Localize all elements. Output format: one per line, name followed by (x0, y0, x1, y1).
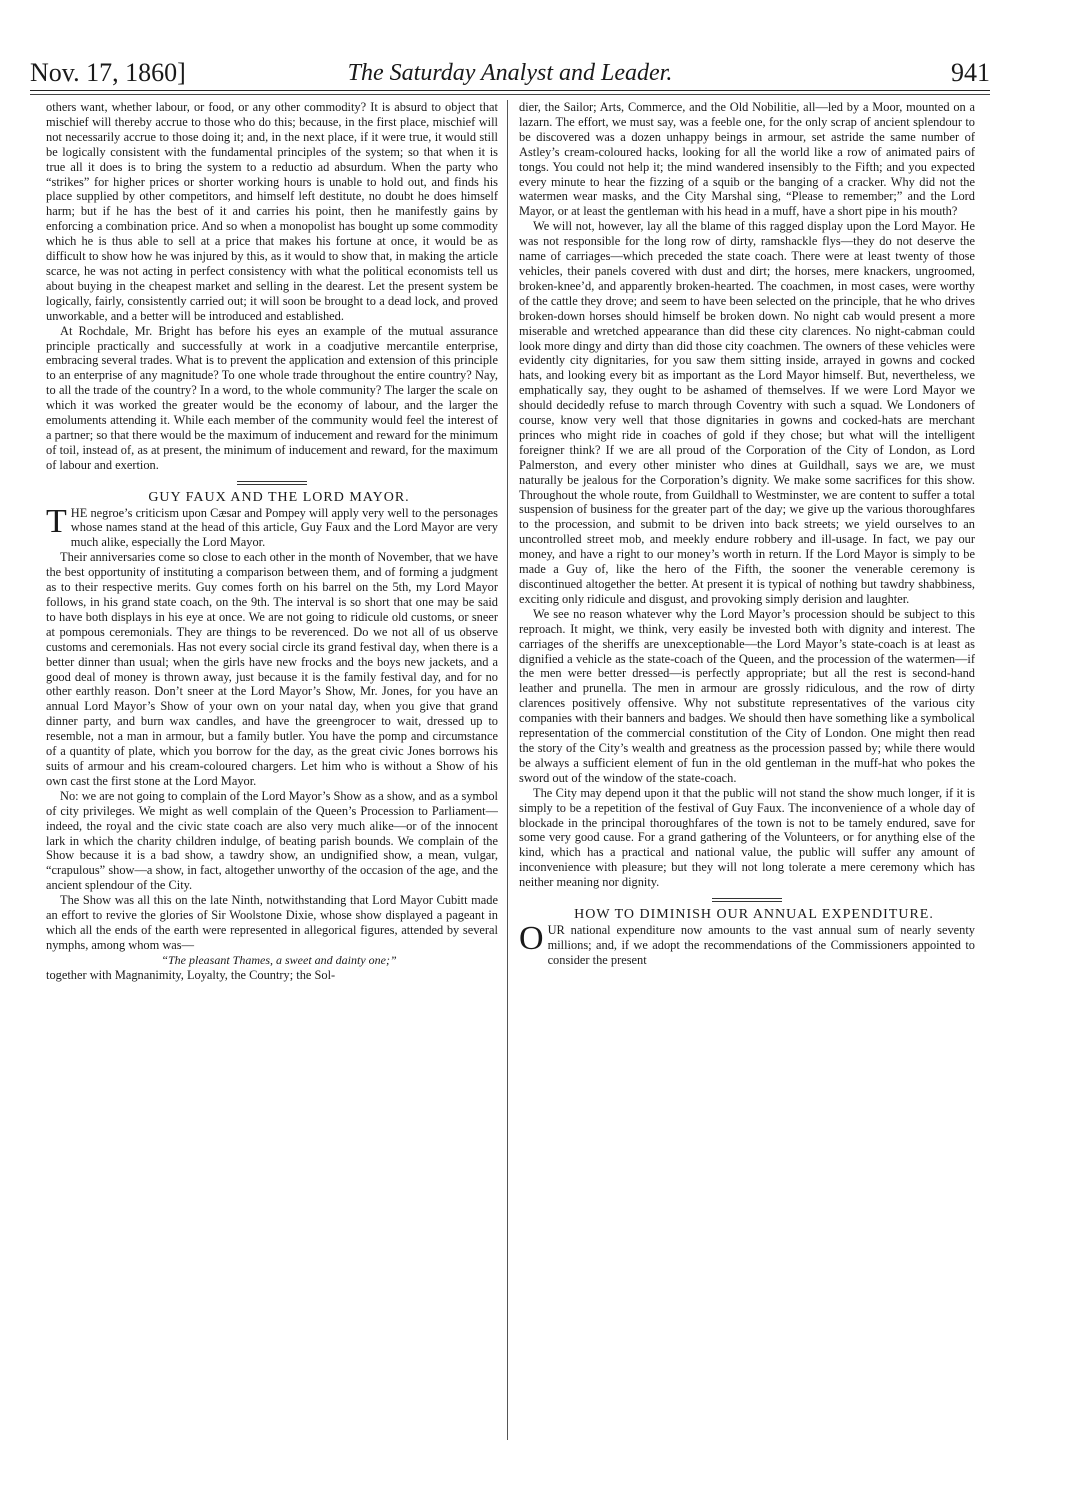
right-paragraph-3: We see no reason whatever why the Lord Mayor’s procession should be subject to this reproach. It might, we think, very easily be invested both with dignity and interest. The carriages of the sheriffs are unexceptionable—the Lord Mayor’s state-coach is at least as dignified a vehicle as the state-coach of the Queen, and the procession of the watermen—if the men were better dressed—is perfectly appropriate; but all the rest is second-hand leather and prunella. The men in armour are grossly ridiculous, and the row of dirty clarences positively offensive. Why not substitute representatives of the various city companies with their banners and badges. We should then have something like a symbolical representation of the commercial constitution of the City of London. One might then read the story of the City’s wealth and greatness as the procession passed by; while there would be always a sufficient element of fun in the old gentleman in the muff-hat who pokes the sword out of the window of the state-coach. (519, 606, 975, 785)
header-rule (30, 94, 990, 95)
right-paragraph-4: The City may depend upon it that the public will not stand the show much longer, if it is simply to be a repetition of the festival of Guy Faux. The inconvenience of a whole day of blockade in the principal thoroughfares of the town is not to be tamely endured, save for some very good cause. For a grand gathering of the Volunteers, or for anything else of the kind, which has a practical and national value, the public will suffer any amount of inconvenience with pleasure; but they will not long tolerate a mere ceremony which has neither meaning nor dignity. (519, 785, 975, 890)
right-paragraph-2: We will not, however, lay all the blame of this ragged display upon the Lord Mayor. He was not responsible for the long row of dirty, ramshackle flys—they do not deserve the name of carriages—which preceded the state coach. There were at least twenty of those vehicles, their panels covered with dust and dirt; the horses, mere knackers, ungroomed, broken-knee’d, and apparently broken-hearted. The coachmen, in most cases, were worthy of the cattle they drove; and seem to have been selected on the principle, that he who drives broken-down horses should himself be broken down. No night cab would present a more miserable and wretched appearance than did these city clarences. No night-cabman could look more dingy and dirty than did those city coachmen. The owners of these vehicles were evidently city dignitaries, for you saw them sitting inside, arrayed in gowns and cocked hats, and looking every bit as important as the Lord Mayor himself. But, nevertheless, we emphatically say, they ought to be ashamed of themselves. If we were Lord Mayor we should decidedly refuse to march through Coventry with such a squad. We Londoners of course, know very well that those dignitaries in gowns and cocked-hats are merchant princes who might ride in coaches of gold if they chose; but what will the intelligent foreigner think? If we are all proud of the Corporation of the City of London, as Lord Palmerston, and every other minister who dines at Guildhall, says we are, we must naturally be jealous for the Corporation’s dignity. We make some sacrifices for this show. Throughout the whole route, from Guildhall to Westminster, we are content to suffer a total suspension of business for the greater part of the day; we give up the various thoroughfares to the procession, and submit to be driven into back streets; we yield ourselves to an uncontrolled street mob, and meekly endure robbery and ill-usage. In fact, we pay our money, and have a right to our money’s worth in return. If the Lord Mayor is simply to be made a Guy of, like the hero of the Fifth, the sooner the venerable ceremony is discontinued altogether the better. At present it is typical of nothing but tawdry shabbiness, exciting only ridicule and disgust, and provoking simply derision and laughter. (519, 219, 975, 606)
publication-title: The Saturday Analyst and Leader. (347, 60, 673, 86)
column-divider (507, 100, 508, 1440)
left-column (46, 100, 498, 1485)
left-paragraph-3-text: HE negroe’s criticism upon Cæsar and Pompey will apply very well to the personages whose names stand at the head of this article, Guy Faux and the Lord Mayor are very much alike, especially the Lord Mayor. (70, 505, 498, 550)
left-paragraph-2: At Rochdale, Mr. Bright has before his eyes an example of the mutual assurance principle practically and successfully at work in a coadjutive mercantile enterprise, embracing several trades. What is to prevent the application and extension of this principle to an enterprise of any magnitude? To one whole trade throughout the entire country? Nay, to all the trade of the country? In a word, to the whole community? The larger the scale on which it was worked the greater would be the economy of labour, and the larger the emoluments attending it. While each member of the community would feel the interest of a partner; so that there would be the maximum of inducement and reward for the minimum of toil, instead of, as at present, the minimum of inducement and reward, for the maximum of labour and exertion. (46, 323, 498, 472)
issue-date: Nov. 17, 1860] (30, 58, 186, 87)
left-paragraph-3 (46, 502, 498, 551)
page-header (30, 50, 990, 91)
drop-cap-o: O (519, 919, 544, 957)
section-divider (237, 481, 307, 485)
right-paragraph-1: dier, the Sailor; Arts, Commerce, and the Old Nobilitie, all—led by a Moor, mounted on a lazarn. The effort, we must say, was a feeble one, for the only scrap of ancient splendour to be discovered was a dozen unhappy beings in armour, set astride the same number of Astley’s cream-coloured hacks, looking for all the world like a row of animated pairs of tongs. You could not help it; the mind wandered insensibly to the Fifth; and you expected every minute to hear the fizzing of a squib or the banging of a cracker. Why did not the watermen wear masks, and the City Marshal sing, “Please to remember;” and the Lord Mayor, or at least the gentleman with his head in a muff, have a short pipe in his mouth? (519, 100, 975, 219)
left-paragraph-6: The Show was all this on the late Ninth, notwithstanding that Lord Mayor Cubitt made an effort to revive the glories of Sir Woolstone Dixie, whose show displayed a pageant in which all the ends of the earth were represented in allegorical figures, attended by several nymphs, among whom was— (46, 893, 498, 952)
page-number: 941 (951, 58, 990, 87)
right-column (519, 100, 975, 1485)
left-paragraph-1: others want, whether labour, or food, or any other commodity? It is absurd to object that mischief will thereby accrue to those who do this; because, in the first place, mischief will not necessarily accrue to those doing it; and, in the next place, if it were true, it would still be logically consistent with the fundamental principles of the system; so that when it is true all it does is to bring the system to a reductio ad absurdum. When the party who “strikes” for higher prices or shorter working hours is unable to hold out, and finds his place supplied by other competitors, and himself left destitute, no doubt he does himself harm; but if he has the best of it and carries his point, then he manifestly gains by enforcing a combination price. And so when a monopolist has bought up some commodity which he is thus able to sell at a price that makes his fortune at once, it would be as difficult to show how he was injured by this, as it would to show that, in making the article scarce, he was not acting in perfect consistency with what the political economists tell us about buying in the cheapest market and selling in the dearest. Let the present system be logically, fairly, consistently carried out; it will soon be brought to a dead lock, and proved unworkable, and a better will be introduced and established. (46, 100, 498, 323)
drop-cap-t: T (46, 502, 67, 540)
right-paragraph-5 (519, 919, 975, 968)
left-paragraph-5: No: we are not going to complain of the Lord Mayor’s Show as a show, and as a symbol of city privileges. We might as well complain of the Queen’s Procession to Parliament—indeed, the royal and the civic state coach are also very much alike—or of the innocent lark in which the charity children indulge, of beating parish bounds. We complain of the Show because it is a bad show, a tawdry show, an undignified show, a mean, vulgar, “crapulous” show—a show, in fact, altogether unworthy of the occasion of the age, and the ancient splendour of the City. (46, 788, 498, 893)
article-heading-expenditure: HOW TO DIMINISH OUR ANNUAL EXPENDITURE. (574, 907, 934, 923)
verse-quote: “The pleasant Thames, a sweet and dainty one;” (161, 952, 397, 967)
right-paragraph-5-text: UR national expenditure now amounts to the vast annual sum of nearly seventy millions; and, if we adopt the recommendations of the Commissioners appointed to consider the present (547, 922, 975, 967)
section-divider-2 (712, 898, 782, 902)
article-heading-guy-faux: GUY FAUX AND THE LORD MAYOR. (148, 489, 410, 505)
left-paragraph-4: Their anniversaries come so close to each other in the month of November, that we have the best opportunity of instituting a comparison between them, and of forming a judgment as to their respective merits. Guy comes forth on his barrel on the 5th, my Lord Mayor follows, in his grand state coach, on the 9th. The interval is so short that one may be said to have both displays in his eye at once. We are not going to ridicule old customs, or sneer at pompous ceremonials. They are things to be reverenced. Do we not all of us observe customs and ceremonials. Has not every social circle its grand festival day, when there is a better dinner than usual; when the girls have new frocks and the boys new jackets, and a good deal of money is thrown away, just because it is the family festival day, and for no other earthly reason. Don’t sneer at the Lord Mayor’s Show, Mr. Jones, for you have an annual Lord Mayor’s Show of your own on your natal day, when you give that grand dinner party, and burn wax candles, and have the greengrocer to wait, dressed up to resemble, not a man in armour, but a family butler. You have the pomp and circumstance of a quantity of plate, which you borrow for the day, as the great civic Jones borrows his suits of armour and his cream-coloured chargers. Let him who is without a Show of his own cast the first stone at the Lord Mayor. (46, 550, 498, 788)
left-paragraph-7: together with Magnanimity, Loyalty, the Country; the Sol- (46, 967, 336, 982)
